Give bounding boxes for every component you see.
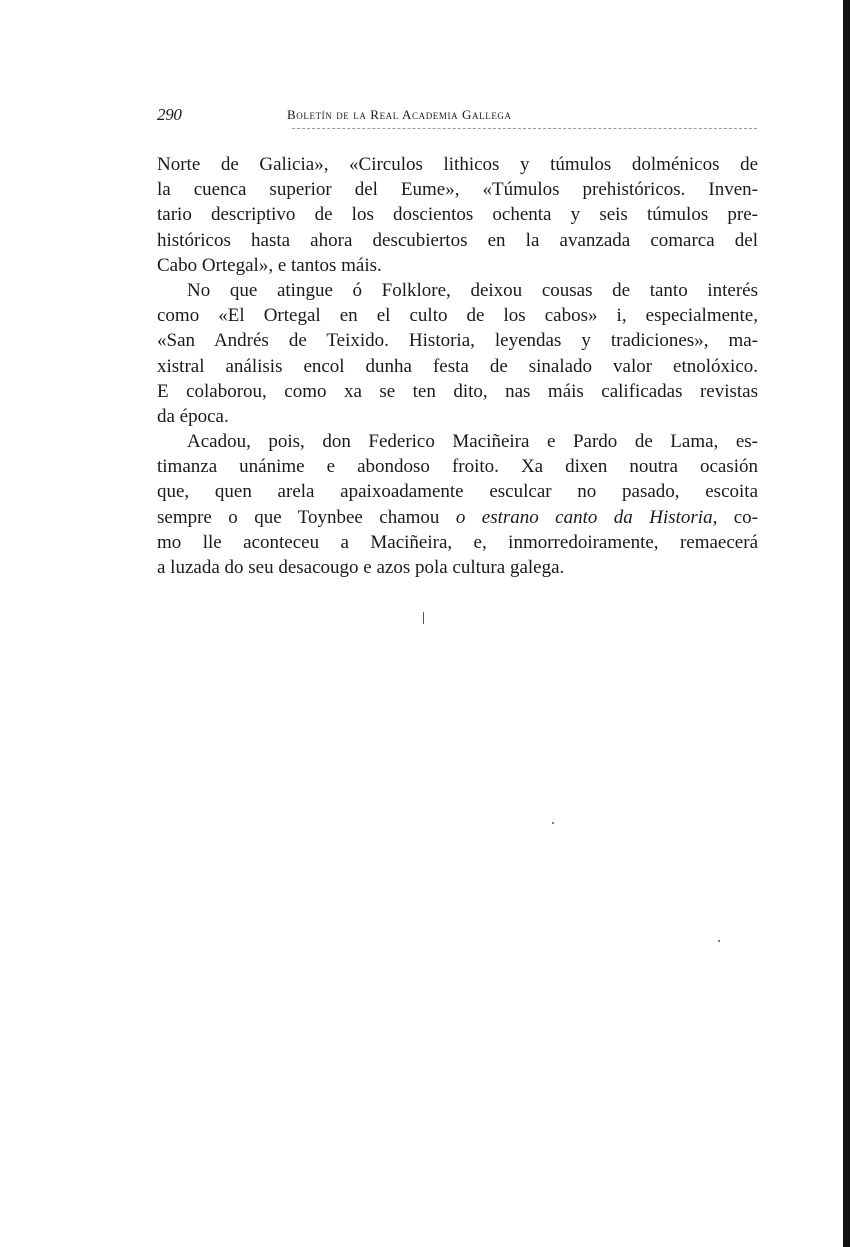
text-line: tario descriptivo de los doscientos ochenta y seis túmulos pre-: [157, 204, 758, 226]
body-text: [157, 152, 758, 580]
paragraph-2: [157, 278, 758, 429]
text-line-with-italic: [157, 505, 758, 530]
text-line: Acadou, pois, don Federico Maciñeira e Pardo de Lama, es-: [187, 431, 758, 453]
text-line: como «El Ortegal en el culto de los cabos» i, especialmente,: [157, 305, 758, 327]
text-segment: sempre o que Toynbee chamou: [157, 506, 456, 528]
text-line: «San Andrés de Teixido. Historia, leyendas y tradiciones», ma-: [157, 330, 758, 352]
text-line: a luzada do seu desacougo e azos pola cultura galega.: [157, 557, 565, 578]
text-line: xistral análisis encol dunha festa de sinalado valor etnolóxico.: [157, 355, 758, 377]
text-line: No que atingue ó Folklore, deixou cousas de tanto interés: [187, 279, 758, 301]
italic-title: o estrano canto da Historia,: [455, 506, 718, 528]
text-line: timanza unánime e abondoso froito. Xa dixen noutra ocasión: [157, 456, 758, 478]
scan-speck: [718, 940, 720, 942]
scan-page-edge: [843, 0, 850, 1247]
scan-speck: [552, 822, 554, 824]
running-header: [157, 101, 757, 129]
paragraph-1: [157, 152, 758, 278]
page-number: 290: [157, 105, 182, 124]
text-line: Norte de Galicia», «Circulos lithicos y túmulos dolménicos de: [157, 154, 758, 175]
text-line: da época.: [157, 405, 229, 427]
header-rule: [292, 128, 757, 129]
text-line: E colaborou, como xa se ten dito, nas máis calificadas revistas: [157, 380, 758, 402]
text-segment: co-: [717, 506, 759, 528]
paragraph-3: [157, 429, 758, 580]
text-line: que, quen arela apaixoadamente esculcar no pasado, escoita: [157, 481, 758, 503]
text-line: la cuenca superior del Eume», «Túmulos prehistóricos. Inven-: [157, 179, 758, 201]
text-line: históricos hasta ahora descubiertos en la avanzada comarca del: [157, 229, 758, 251]
text-line: Cabo Ortegal», e tantos máis.: [157, 254, 382, 276]
scan-speck: [423, 612, 424, 624]
running-title: Boletín de la Real Academia Gallega: [287, 107, 512, 122]
text-line: mo lle aconteceu a Maciñeira, e, inmorredoiramente, remaecerá: [157, 531, 758, 553]
